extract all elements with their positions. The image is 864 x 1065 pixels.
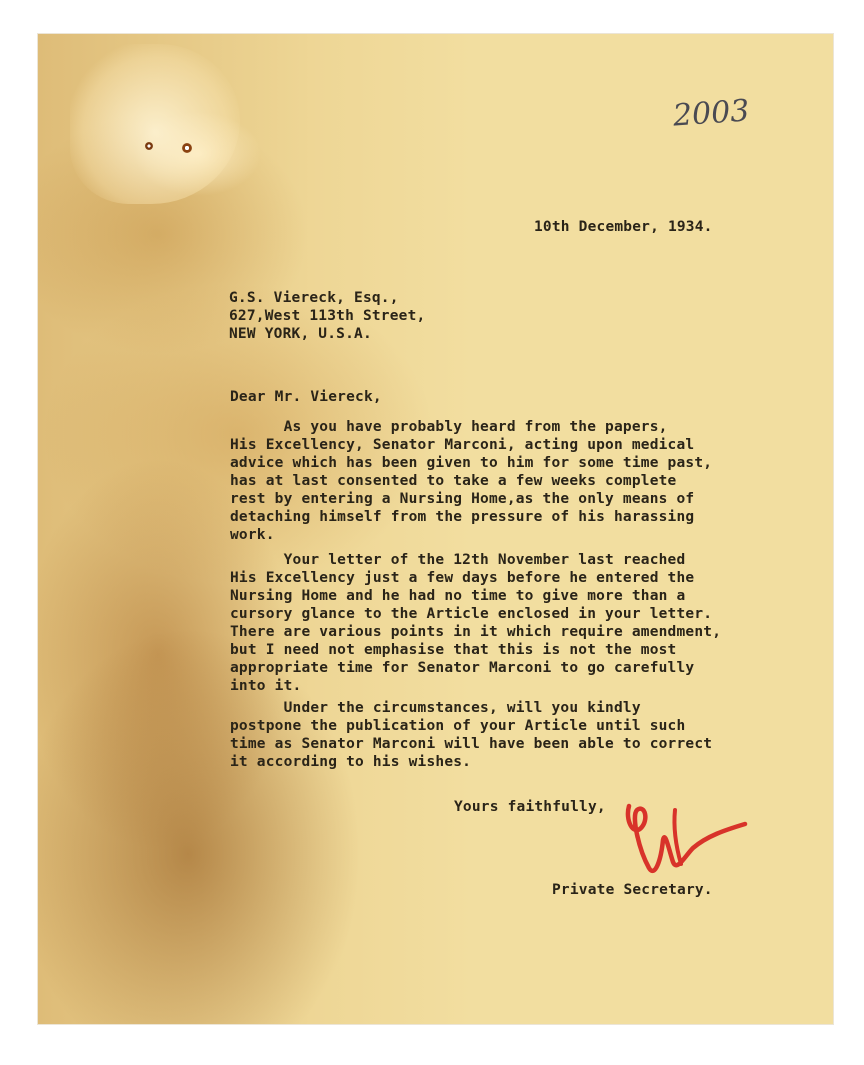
archive-number: 2003 [671, 93, 751, 134]
text-line: Under the circumstances, will you kindly [230, 700, 641, 716]
signature-stroke [628, 806, 745, 871]
signatory-title: Private Secretary. [552, 882, 713, 898]
burn-mark [182, 143, 192, 153]
text-line: has at last consented to take a few weeks complete [230, 473, 677, 489]
text-line: rest by entering a Nursing Home,as the only means of [230, 491, 695, 507]
paragraph-1 [230, 418, 712, 544]
text-line: As you have probably heard from the papers, [230, 419, 668, 435]
text-line: His Excellency just a few days before he entered the [230, 570, 695, 586]
text-line: There are various points in it which require amendment, [230, 624, 722, 640]
text-line: detaching himself from the pressure of his harassing [230, 509, 695, 525]
signature [615, 790, 755, 890]
text-line: work. [230, 527, 275, 543]
text-line: His Excellency, Senator Marconi, acting upon medical [230, 437, 695, 453]
paragraph-3 [230, 699, 712, 771]
text-line: advice which has been given to him for some time past, [230, 455, 713, 471]
text-line: but I need not emphasise that this is not the most [230, 642, 677, 658]
signature-stroke [674, 810, 681, 864]
text-line: Nursing Home and he had no time to give more than a [230, 588, 686, 604]
paragraph-2 [230, 551, 721, 695]
recipient-address [229, 289, 425, 343]
closing: Yours faithfully, [454, 799, 606, 815]
address-line: 627,West 113th Street, [229, 308, 426, 324]
salutation: Dear Mr. Viereck, [230, 389, 382, 405]
letter-date: 10th December, 1934. [534, 219, 713, 235]
address-line: NEW YORK, U.S.A. [229, 326, 372, 342]
text-line: postpone the publication of your Article until such [230, 718, 686, 734]
text-line: it according to his wishes. [230, 754, 472, 770]
text-line: time as Senator Marconi will have been able to correct [230, 736, 713, 752]
address-line: G.S. Viereck, Esq., [229, 290, 399, 306]
burn-mark [145, 142, 153, 150]
text-line: cursory glance to the Article enclosed in your letter. [230, 606, 713, 622]
text-line: Your letter of the 12th November last reached [230, 552, 686, 568]
text-line: into it. [230, 678, 302, 694]
text-line: appropriate time for Senator Marconi to go carefully [230, 660, 695, 676]
